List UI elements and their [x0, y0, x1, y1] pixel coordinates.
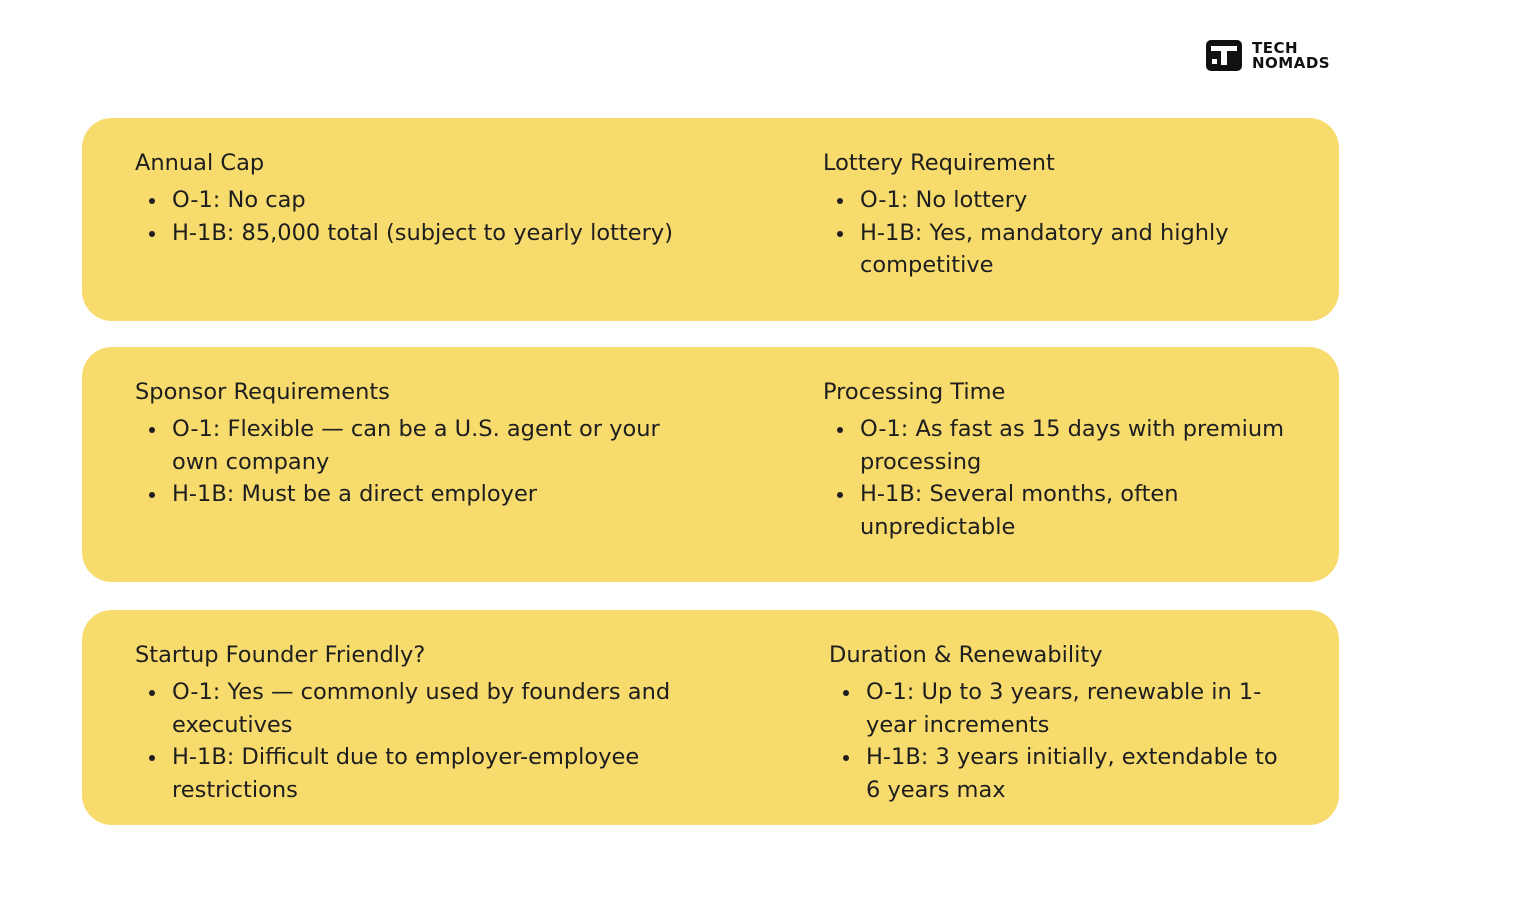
section-title: Lottery Requirement: [823, 150, 1055, 176]
tech-nomads-logo-icon: [1206, 40, 1242, 71]
section-duration-renewability: [829, 636, 1299, 806]
bullet-list: [823, 413, 1293, 543]
list-item: H-1B: 3 years initially, extendable to 6 years max: [829, 741, 1299, 806]
section-lottery-requirement: [823, 144, 1293, 282]
list-item: O-1: Yes — commonly used by founders and executives: [135, 676, 715, 741]
section-title: Duration & Renewability: [829, 642, 1103, 668]
section-title: Sponsor Requirements: [135, 379, 390, 405]
section-startup-founder-friendly: [135, 636, 715, 806]
brand-line-1: TECH: [1252, 38, 1299, 57]
brand-line-2: NOMADS: [1252, 53, 1331, 72]
bullet-list: [135, 184, 675, 249]
section-title: Startup Founder Friendly?: [135, 642, 426, 668]
list-item: H-1B: Must be a direct employer: [135, 478, 675, 511]
section-annual-cap: [135, 144, 675, 249]
section-processing-time: [823, 373, 1293, 543]
brand-logo: [1206, 40, 1330, 71]
brand-name: [1252, 38, 1331, 72]
comparison-card-cap-lottery: [82, 118, 1339, 321]
bullet-list: [135, 676, 715, 806]
list-item: H-1B: Yes, mandatory and highly competitive: [823, 217, 1293, 282]
bullet-list: [135, 413, 675, 511]
list-item: H-1B: Several months, often unpredictable: [823, 478, 1293, 543]
section-title: Annual Cap: [135, 150, 265, 176]
list-item: O-1: No lottery: [823, 184, 1293, 217]
list-item: H-1B: Difficult due to employer-employee restrictions: [135, 741, 715, 806]
bullet-list: [823, 184, 1293, 282]
list-item: O-1: Flexible — can be a U.S. agent or your own company: [135, 413, 675, 478]
section-sponsor-requirements: [135, 373, 675, 511]
list-item: O-1: As fast as 15 days with premium processing: [823, 413, 1293, 478]
comparison-card-founder-duration: [82, 610, 1339, 825]
comparison-card-sponsor-processing: [82, 347, 1339, 582]
list-item: O-1: No cap: [135, 184, 675, 217]
list-item: O-1: Up to 3 years, renewable in 1-year increments: [829, 676, 1299, 741]
list-item: H-1B: 85,000 total (subject to yearly lottery): [135, 217, 675, 250]
bullet-list: [829, 676, 1299, 806]
section-title: Processing Time: [823, 379, 1006, 405]
